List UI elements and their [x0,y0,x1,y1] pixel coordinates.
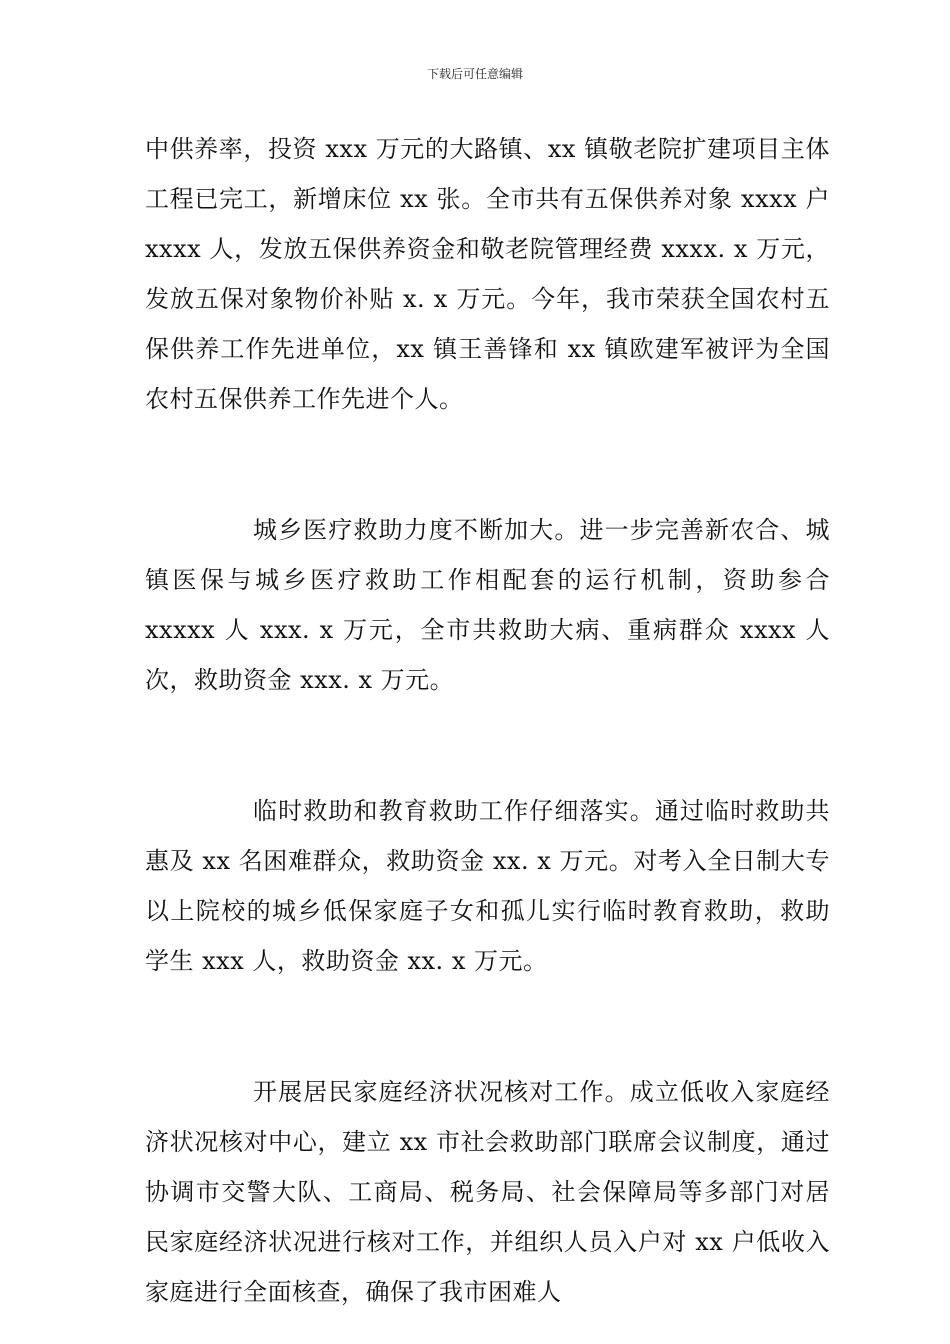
paragraph-income-verification: 开展居民家庭经济状况核对工作。成立低收入家庭经济状况核对中心，建立 xx 市社会救助部门联席会议制度，通过协调市交警大队、工商局、税务局、社会保障局等多部门对居民家庭经济状况进行核对工作，并组织人员入户对 xx 户低收入家庭进行全面核查，确保了我市困难人 [145,1078,830,1306]
paragraph-gap [145,705,830,786]
paragraph-gap [145,424,830,505]
paragraph-elderly-care: 中供养率，投资 xxx 万元的大路镇、xx 镇敬老院扩建项目主体工程已完工，新增床位 xx 张。全市共有五保供养对象 xxxx 户 xxxx 人，发放五保供养资金和敬老院管理经费 xxxx. x 万元，发放五保对象物价补贴 x. x 万元。今年，我市荣获全国农村五保供养工作先进单位，xx 镇王善锋和 xx 镇欧建军被评为全国农村五保供养工作先进个人。 [145,135,830,413]
paragraph-temporary-education-aid: 临时救助和教育救助工作仔细落实。通过临时救助共惠及 xx 名困难群众，救助资金 xx. x 万元。对考入全日制大专以上院校的城乡低保家庭子女和孤儿实行临时教育救助，救助学生 xxx 人，救助资金 xx. x 万元。 [145,797,830,975]
paragraph-medical-aid: 城乡医疗救助力度不断加大。进一步完善新农合、城镇医保与城乡医疗救助工作相配套的运行机制，资助参合 xxxxx 人 xxx. x 万元，全市共救助大病、重病群众 xxxx 人次，救助资金 xxx. x 万元。 [145,516,830,694]
paragraph-gap [145,986,830,1067]
page-header-note: 下载后可任意编辑 [426,67,523,81]
document-body [145,124,830,1317]
